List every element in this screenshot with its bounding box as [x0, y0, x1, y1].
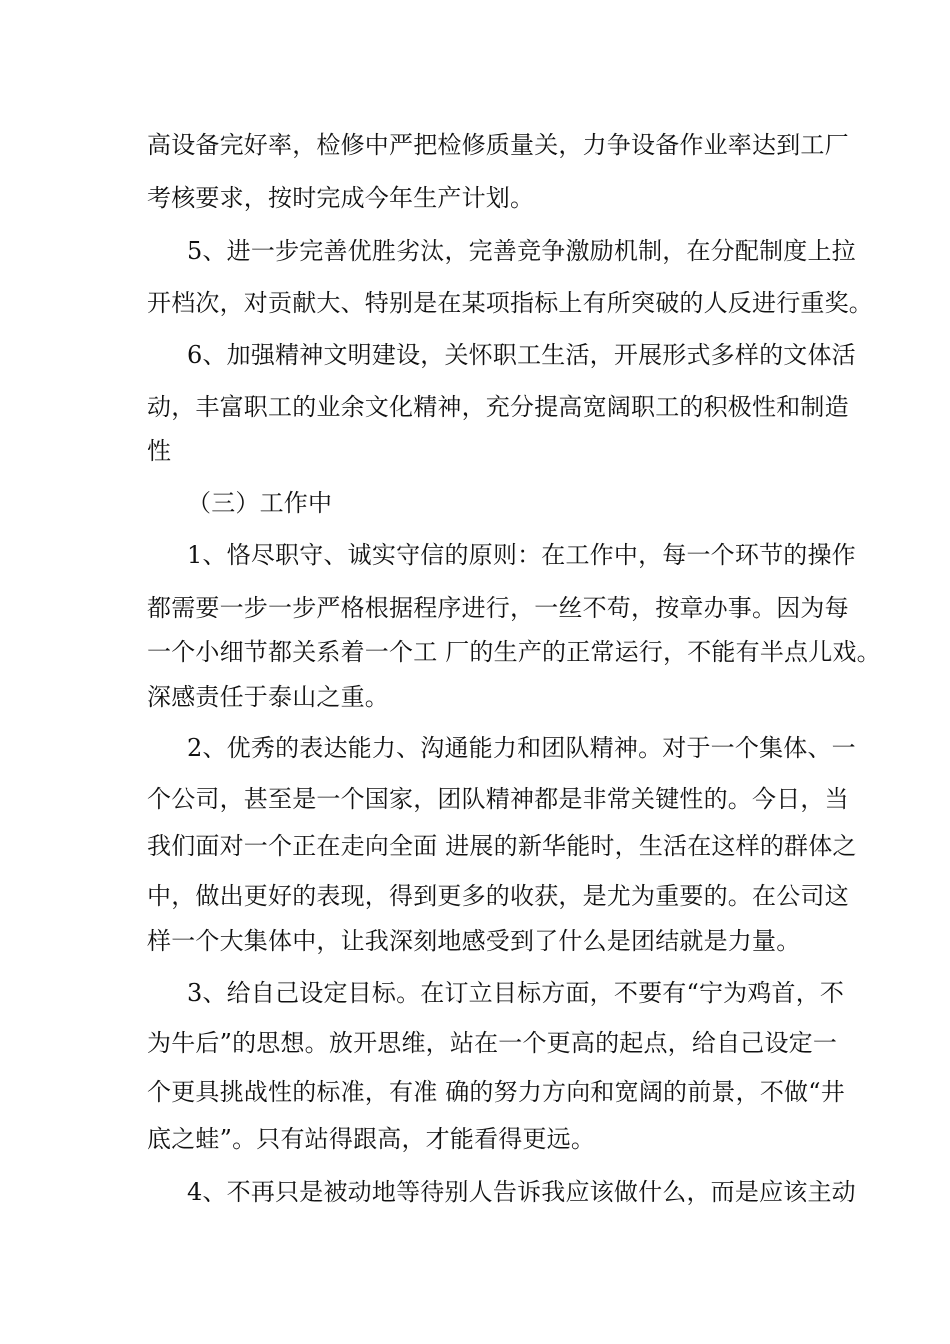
paragraph-1-start: 1、恪尽职守、诚实守信的原则：在工作中，每一个环节的操作	[187, 541, 856, 569]
text-line: 一个小细节都关系着一个工 厂的生产的正常运行，不能有半点儿戏。	[147, 638, 881, 666]
text-line: 性	[147, 437, 172, 465]
text-line: 我们面对一个正在走向全面 进展的新华能时，生活在这样的群体之	[147, 832, 857, 860]
text-line: 高设备完好率，检修中严把检修质量关，力争设备作业率达到工厂	[147, 131, 849, 159]
text-line: 中，做出更好的表现，得到更多的收获，是尤为重要的。在公司这	[147, 882, 849, 910]
text-line: 样一个大集体中，让我深刻地感受到了什么是团结就是力量。	[147, 927, 801, 955]
text-line: 动，丰富职工的业余文化精神，充分提高宽阔职工的积极性和制造	[147, 393, 849, 421]
text-line: 都需要一步一步严格根据程序进行，一丝不苟，按章办事。因为每	[147, 594, 849, 622]
paragraph-5-start: 5、进一步完善优胜劣汰，完善竞争激励机制，在分配制度上拉	[187, 237, 856, 265]
section-heading: （三）工作中	[187, 489, 333, 517]
text-line: 开档次，对贡献大、特别是在某项指标上有所突破的人反进行重奖。	[147, 289, 873, 317]
text-line: 底之蛙”。只有站得跟高，才能看得更远。	[147, 1125, 596, 1153]
paragraph-2-start: 2、优秀的表达能力、沟通能力和团队精神。对于一个集体、一	[187, 734, 856, 762]
paragraph-4-start: 4、不再只是被动地等待别人告诉我应该做什么，而是应该主动	[187, 1178, 856, 1206]
text-line: 个公司，甚至是一个国家，团队精神都是非常关键性的。今日，当	[147, 785, 849, 813]
paragraph-3-start: 3、给自己设定目标。在订立目标方面，不要有“宁为鸡首，不	[187, 979, 845, 1007]
paragraph-6-start: 6、加强精神文明建设，关怀职工生活，开展形式多样的文体活	[187, 341, 856, 369]
text-line: 个更具挑战性的标准，有准 确的努力方向和宽阔的前景，不做“井	[147, 1078, 845, 1106]
text-line: 深感责任于泰山之重。	[147, 683, 389, 711]
text-line: 为牛后”的思想。放开思维，站在一个更高的起点，给自己设定一	[147, 1029, 838, 1057]
text-line: 考核要求，按时完成今年生产计划。	[147, 184, 535, 212]
